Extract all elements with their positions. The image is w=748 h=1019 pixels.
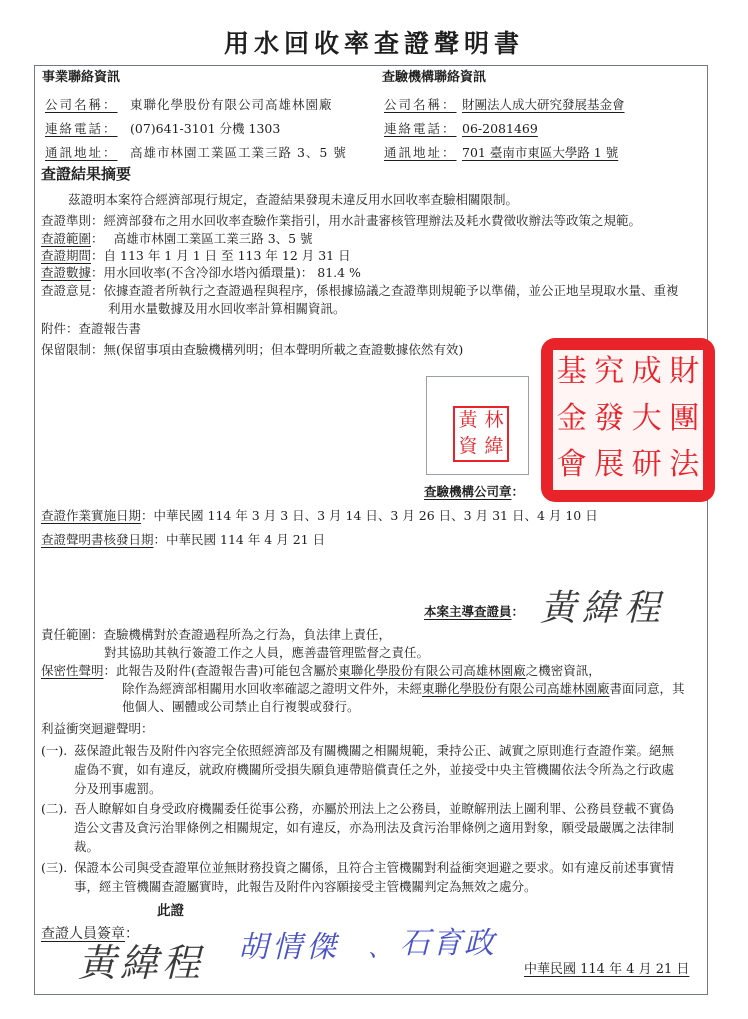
responsibility-label: 責任範圍 — [41, 627, 92, 642]
data-value: ：用水回收率(不含冷卻水塔內循環量)： 81.4 % — [91, 265, 361, 280]
signature-1: 黃緯程 — [78, 941, 205, 985]
confidentiality-company: 東聯化學股份有限公司高雄林園廠 — [338, 663, 526, 678]
signature-2: 胡情傑 — [238, 930, 340, 965]
signers-colon: ： — [125, 926, 139, 942]
period-row — [41, 248, 351, 264]
scope-value: ： 高雄市林園工業區工業三路 3、5 號 — [91, 231, 313, 246]
conflict-item-2-line1: 吾人瞭解如自身受政府機關委任從事公務，亦屬於刑法上之公務員，並瞭解刑法上圖利罪、公務員登載不實偽 — [74, 801, 675, 816]
summary-statement: 茲證明本案符合經濟部現行規定，查證結果發現未違反用水回收率查驗相關限制。 — [68, 192, 519, 207]
criteria-label: 查證準則 — [41, 213, 92, 228]
verifier-seal-stamp — [453, 406, 509, 462]
criteria-row — [41, 213, 641, 229]
opinion-row — [41, 283, 679, 299]
scope-row — [41, 231, 313, 247]
inspection-contact-heading: 查驗機構聯絡資訊 — [382, 70, 487, 85]
opinion-label: 查證意見 — [41, 283, 92, 298]
confidentiality-label: 保密性聲明 — [41, 663, 104, 678]
responsibility-line1: ：查驗機構對於查證過程所為之行為，負法律上責任， — [91, 627, 392, 642]
inspection-company-label: 公司名稱： — [384, 97, 457, 112]
work-dates-value: ：中華民國 114 年 3 月 3 日、3 月 14 日、3 月 26 日、3 月 31 日、4 月 10 日 — [141, 508, 598, 523]
conflict-item-2-line2: 造公文書及貪污治罪條例之相關規定，如有違反，亦為刑法及貪污治罪條例之適用對象，願受最嚴厲之法律制 — [74, 820, 675, 835]
seal-char: 財 — [669, 354, 700, 389]
document-title: 用水回收率查證聲明書 — [223, 29, 524, 58]
confidentiality-line2 — [122, 681, 685, 697]
seal-char: 黃 — [458, 409, 478, 431]
business-phone-label: 連絡電話： — [45, 121, 118, 136]
inspection-company-value: 財團法人成大研究發展基金會 — [462, 97, 625, 112]
certify-label: 此證 — [157, 903, 184, 919]
business-address-value: 高雄市林園工業區工業三路 3、5 號 — [130, 145, 347, 160]
summary-heading: 查證結果摘要 — [41, 165, 132, 183]
data-label: 查證數據 — [41, 265, 92, 280]
conflict-item-1-line1: 茲保證此報告及附件內容完全依照經濟部及有關機關之相關規範，秉持公正、誠實之原則進行查證作業。絕無 — [74, 743, 675, 758]
business-company-value: 東聯化學股份有限公司高雄林園廠 — [130, 97, 333, 112]
seal-char: 團 — [669, 400, 700, 436]
conflict-item-2-line3: 裁。 — [74, 839, 100, 854]
seal-char: 展 — [594, 447, 625, 483]
data-row — [41, 265, 361, 281]
seal-char: 大 — [631, 400, 662, 436]
seal-char: 緯 — [484, 435, 504, 457]
period-label: 查證期間 — [41, 248, 92, 263]
inspection-phone-value: 06-2081469 — [462, 121, 538, 136]
confidentiality-text: 書面同意，其 — [609, 681, 685, 696]
confidentiality-line3: 他個人、團體或公司禁止自行複製或發行。 — [122, 699, 360, 714]
seal-char: 基 — [556, 354, 587, 389]
company-seal-stamp — [541, 338, 715, 502]
seal-char: 發 — [594, 400, 625, 436]
reservation: 保留限制：無(保留事項由查驗機構列明；但本聲明所載之查證數據依然有效) — [41, 342, 464, 357]
responsibility-line2: 對其協助其執行簽證工作之人員，應善盡管理監督之責任。 — [104, 645, 430, 660]
company-seal-colon: ： — [511, 484, 525, 499]
business-address-label: 通訊地址： — [45, 145, 118, 160]
conflict-heading: 利益衝突迴避聲明： — [41, 721, 154, 736]
work-dates-label: 查證作業實施日期 — [41, 508, 142, 523]
signature-3: 石育政 — [400, 926, 496, 961]
issue-date-value: ：中華民國 114 年 4 月 21 日 — [153, 532, 326, 547]
period-value: ：自 113 年 1 月 1 日 至 113 年 12 月 31 日 — [91, 248, 351, 263]
business-contact-heading: 事業聯絡資訊 — [42, 70, 121, 85]
company-seal-label-row — [424, 484, 524, 500]
company-seal-label: 查驗機構公司章 — [424, 484, 512, 499]
seal-char: 會 — [556, 447, 587, 483]
lead-verifier-signature: 黃緯程 — [540, 588, 667, 629]
signers-label: 查證人員簽章 — [41, 926, 125, 942]
conflict-item-3-line1: 保證本公司與受查證單位並無財務投資之關係，且符合主管機關對利益衝突迴避之要求。如有違反前述事實情 — [74, 860, 675, 875]
conflict-item-1-line2: 虛偽不實，如有違反，就政府機關所受損失願負連帶賠償責任之外，並接受中央主管機關依法令所為之行政處 — [74, 762, 675, 777]
confidentiality-text: ：此報告及附件(查證報告書)可能包含屬於 — [103, 663, 339, 678]
conflict-item-3-num: (三). — [41, 860, 68, 875]
criteria-value: ：經濟部發布之用水回收率查驗作業指引，用水計畫審核管理辦法及耗水費徵收辦法等政策之規範。 — [91, 213, 642, 228]
inspection-address-label: 通訊地址： — [384, 145, 457, 160]
responsibility-row — [41, 627, 391, 643]
closing-date: 中華民國 114 年 4 月 21 日 — [524, 962, 690, 977]
opinion-line2: 利用水量數據及用水回收率計算相關資訊。 — [108, 301, 346, 316]
conflict-item-1-line3: 分及刑事處罰。 — [74, 781, 162, 796]
seal-char: 法 — [669, 447, 700, 483]
business-phone-value: (07)641-3101 分機 1303 — [130, 121, 281, 136]
seal-char: 資 — [458, 435, 478, 457]
confidentiality-company: 東聯化學股份有限公司高雄林園廠 — [422, 681, 610, 696]
opinion-line1: ：依據查證者所執行之查證過程與程序，係根據協議之查證準則規範予以準備，並公正地呈現取水量、重複 — [91, 283, 679, 298]
conflict-item-3-line2: 事，經主管機關查證屬實時，此報告及附件內容願接受主管機關判定為無效之處分。 — [74, 879, 537, 894]
inspection-address-value: 701 臺南市東區大學路 1 號 — [462, 145, 619, 160]
seal-char: 成 — [631, 354, 662, 389]
confidentiality-text: 之機密資訊， — [525, 663, 601, 678]
business-company-label: 公司名稱： — [45, 97, 118, 112]
lead-verifier-label: 本案主導查證員 — [424, 604, 512, 619]
conflict-item-1-num: (一). — [41, 743, 68, 758]
seal-char: 金 — [556, 400, 587, 436]
inspection-phone-label: 連絡電話： — [384, 121, 457, 136]
lead-verifier-colon: ： — [511, 604, 525, 619]
work-dates-row — [41, 508, 598, 524]
attachment: 附件：查證報告書 — [41, 321, 142, 336]
seal-char: 研 — [631, 447, 662, 483]
confidentiality-text: 除作為經濟部相關用水回收率確認之證明文件外，未經 — [122, 681, 423, 696]
seal-char: 林 — [484, 409, 504, 431]
issue-date-row — [41, 532, 325, 548]
conflict-item-2-num: (二). — [41, 801, 68, 816]
signature-separator: 、 — [368, 934, 392, 962]
scope-label: 查證範圍 — [41, 231, 92, 246]
confidentiality-row — [41, 663, 601, 679]
lead-verifier-row — [424, 604, 524, 620]
issue-date-label: 查證聲明書核發日期 — [41, 532, 154, 547]
seal-char: 究 — [594, 354, 625, 389]
